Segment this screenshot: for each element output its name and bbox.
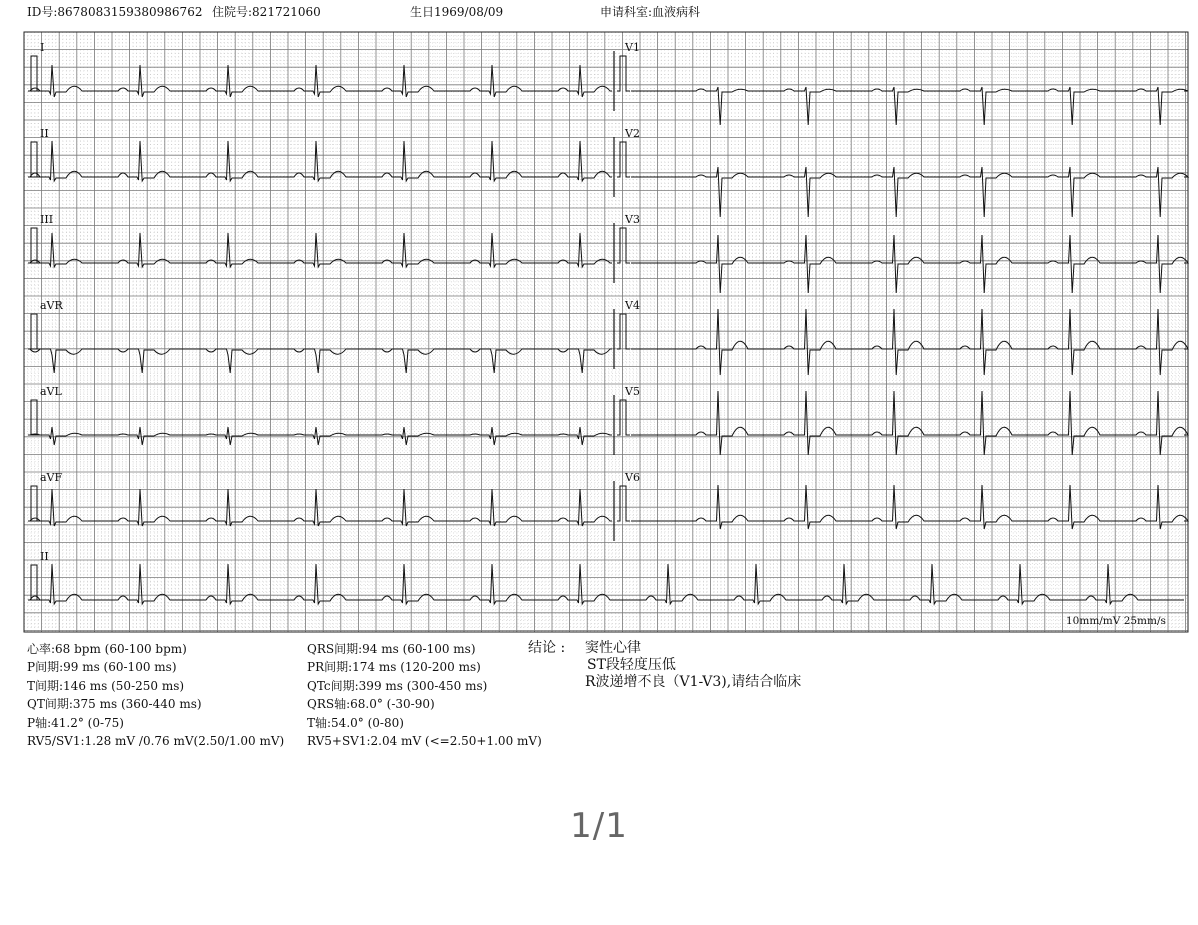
recording-settings: 10mm/mV 25mm/s [1066,615,1166,627]
rv5-sv1: RV5/SV1:1.28 mV /0.76 mV(2.50/1.00 mV) [27,733,285,748]
lead-label: V3 [625,213,640,226]
p-axis: P轴:41.2° (0-75) [27,715,124,730]
lead-label: II [40,127,49,140]
conclusion-item: R波递增不良（V1-V3),请结合临床 [585,674,802,690]
calibration-pulse [28,56,41,91]
lead-label: V2 [625,127,640,140]
inpatient-number: 住院号:821721060 [212,5,321,19]
conclusion-item: 窦性心律 [585,640,641,656]
conclusion-item: ST段轻度压低 [587,657,676,673]
qtc-interval: QTc间期:399 ms (300-450 ms) [307,678,488,693]
ecg-trace [30,141,612,181]
conclusion-label: 结论 : [528,640,566,656]
calibration-pulse [28,142,41,177]
lead-label: III [40,213,54,226]
lead-label: aVL [40,385,62,398]
rv5-plus-sv1: RV5+SV1:2.04 mV (<=2.50+1.00 mV) [307,733,542,748]
pr-interval: PR间期:174 ms (120-200 ms) [307,660,481,675]
heart-rate: 心率:68 bpm (60-100 bpm) [27,642,187,656]
ecg-trace [631,167,1188,217]
birth-date: 生日1969/08/09 [410,5,504,19]
ecg-chart [0,24,1198,634]
patient-id: ID号:8678083159380986762 [27,5,203,19]
rhythm-trace [30,564,1184,604]
qrs-axis: QRS轴:68.0° (-30-90) [307,697,435,712]
lead-label: V6 [625,471,640,484]
t-axis: T轴:54.0° (0-80) [307,715,404,730]
calibration-pulse [617,142,630,177]
lead-label: aVF [40,471,63,484]
qt-interval: QT间期:375 ms (360-440 ms) [27,697,202,712]
lead-label: aVR [40,299,63,312]
qrs-duration: QRS间期:94 ms (60-100 ms) [307,642,476,656]
p-duration: P间期:99 ms (60-100 ms) [27,660,177,675]
department: 申请科室:血液病科 [600,5,701,19]
ecg-trace [30,349,612,373]
lead-label: V5 [625,385,640,398]
lead-label: V4 [625,299,640,312]
lead-label: II [40,550,49,563]
report-header [0,0,1198,24]
lead-label: V1 [625,41,640,54]
calibration-pulse [617,56,630,91]
lead-label: I [40,41,45,54]
ecg-trace [30,65,612,97]
page-indicator: 1/1 [570,806,628,846]
t-duration: T间期:146 ms (50-250 ms) [27,678,185,693]
